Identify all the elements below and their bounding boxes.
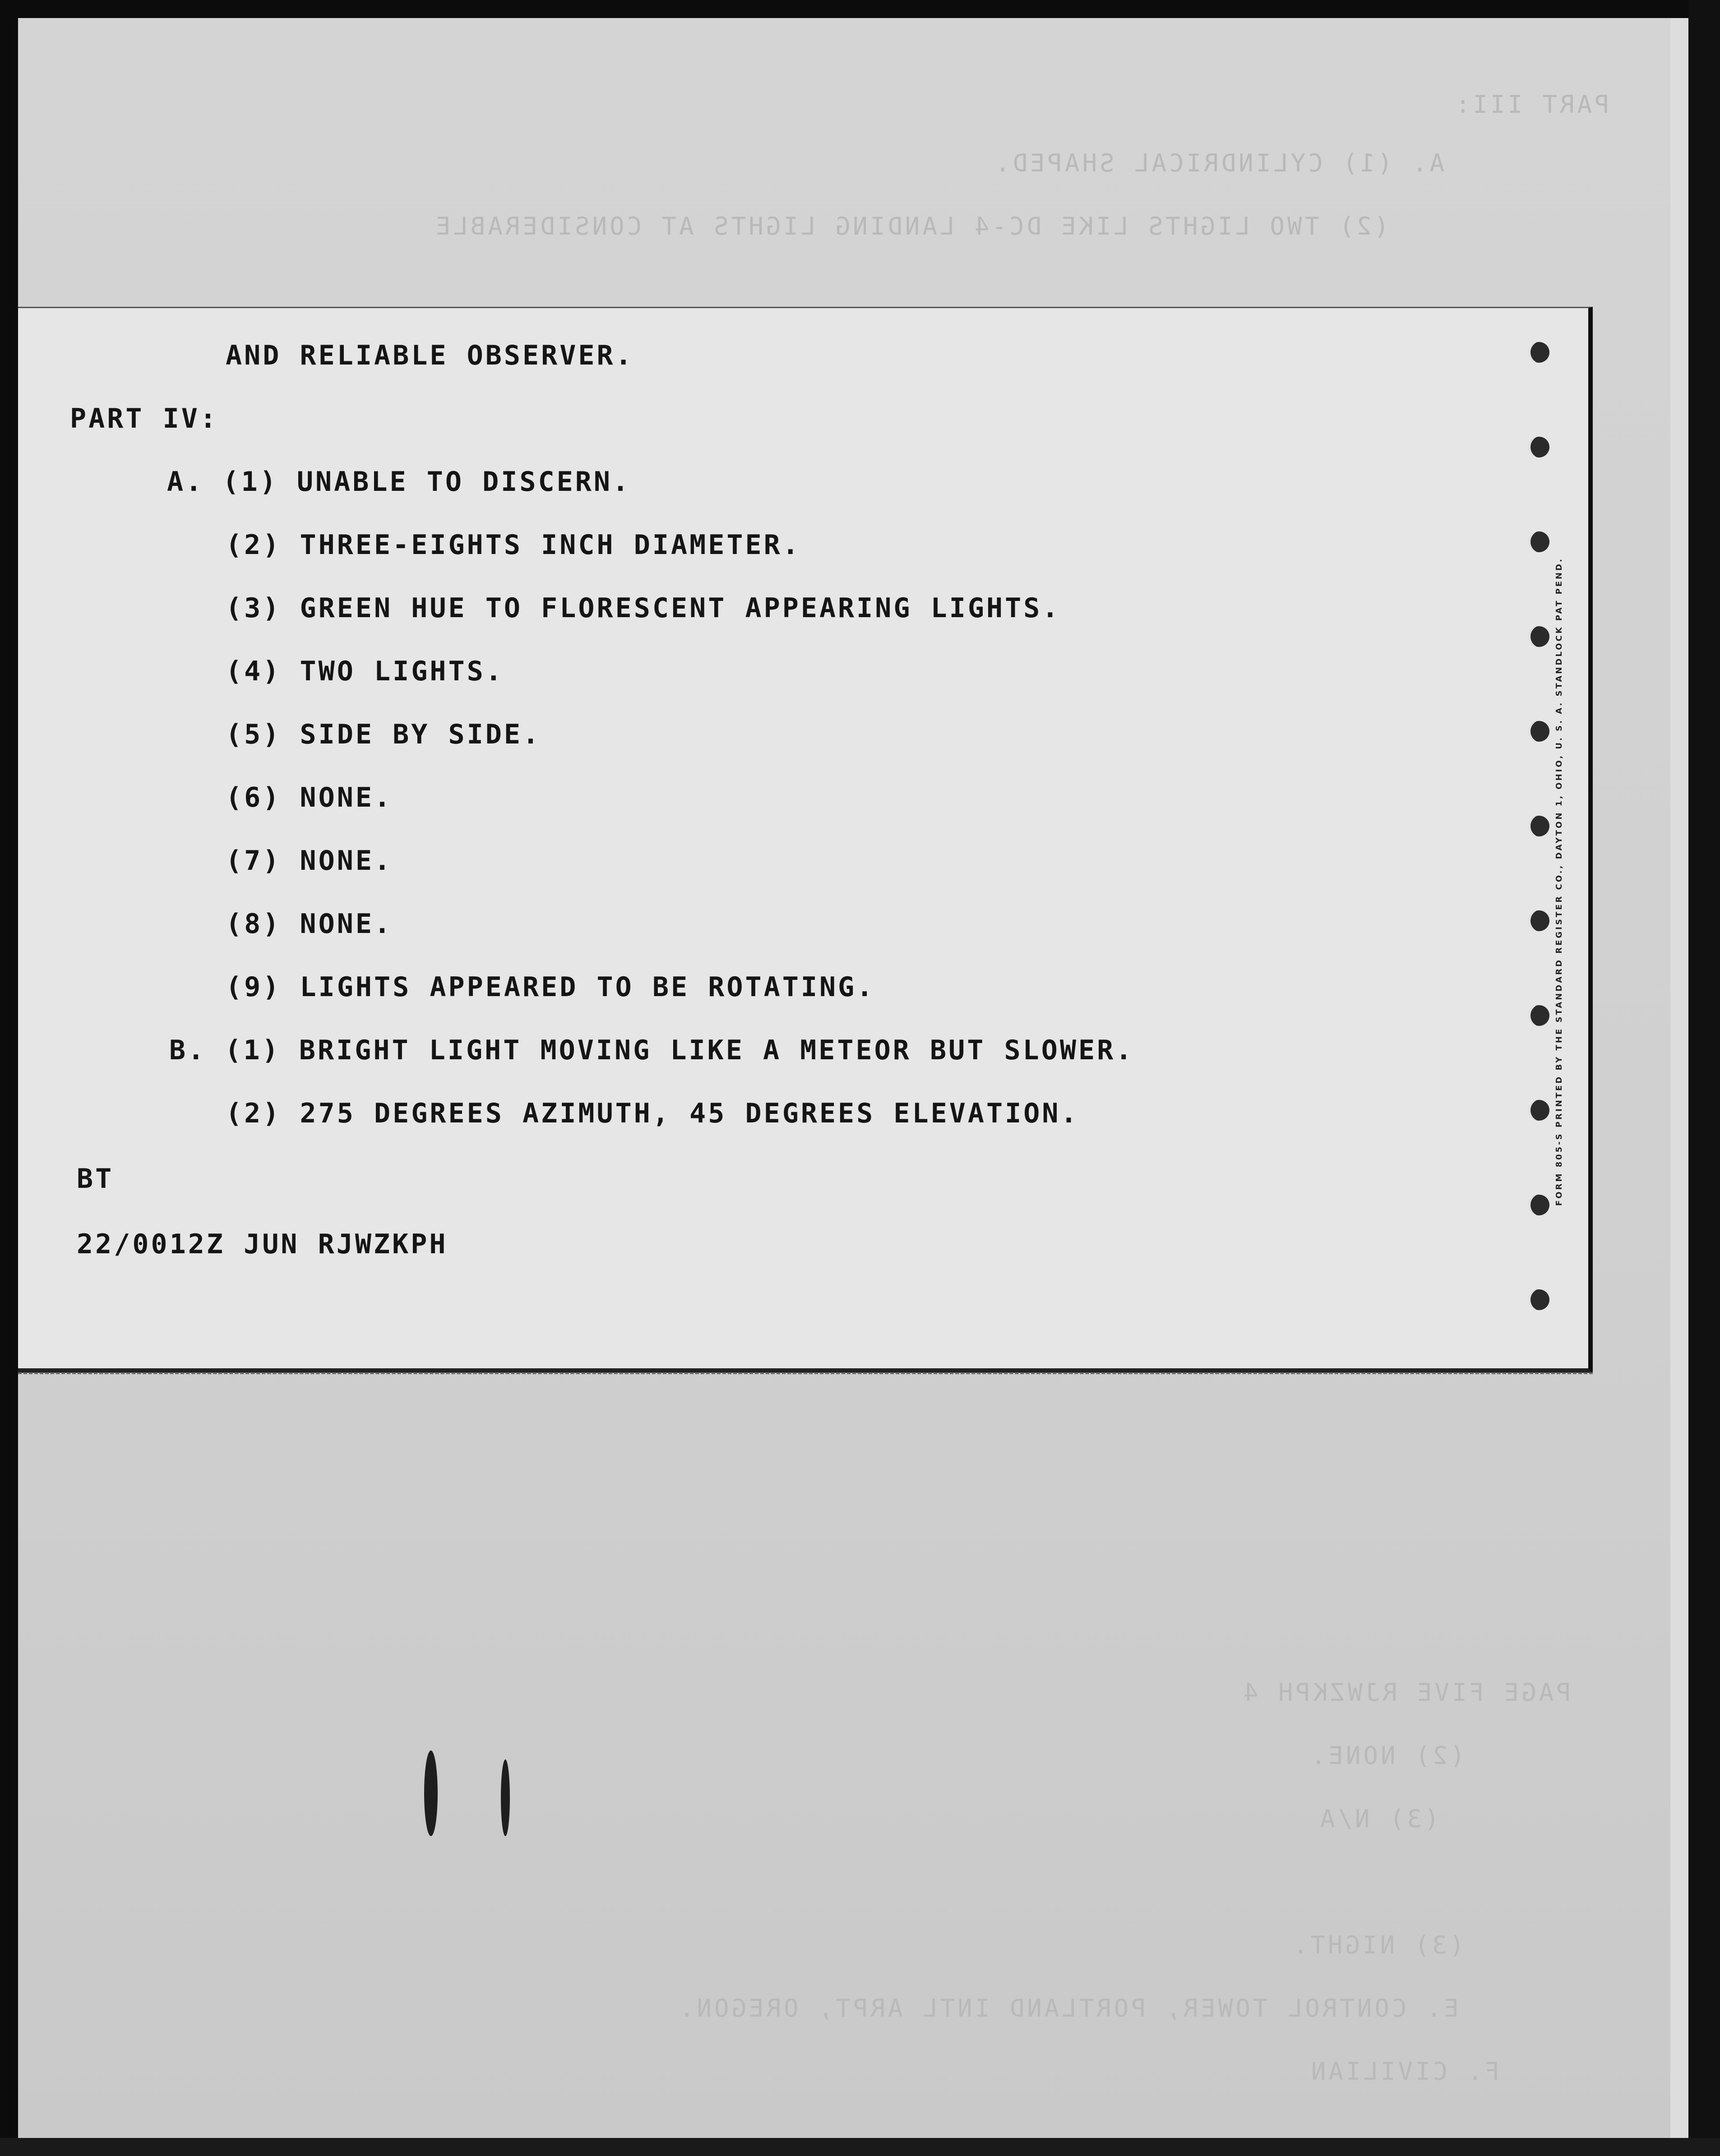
sprocket-hole bbox=[1529, 342, 1549, 363]
bleed-through-line: (3) NIGHT. bbox=[1290, 1931, 1465, 1959]
sprocket-hole bbox=[1529, 1005, 1549, 1026]
text-line: (4) TWO LIGHTS. bbox=[226, 656, 504, 687]
smudge-mark bbox=[424, 1750, 438, 1836]
sprocket-hole bbox=[1529, 721, 1549, 742]
text-line: (7) NONE. bbox=[226, 845, 393, 877]
sprocket-hole bbox=[1529, 437, 1549, 457]
bleed-through-line: (3) N/A bbox=[1318, 1805, 1439, 1833]
text-line: A. (1) UNABLE TO DISCERN. bbox=[167, 466, 631, 498]
bleed-through-line: F. CIVILIAN bbox=[1308, 2057, 1500, 2086]
sprocket-hole bbox=[1529, 816, 1549, 836]
bleed-through-line: E. CONTROL TOWER, PORTLAND INTL ARPT, OREGON. bbox=[677, 1994, 1459, 2022]
scan-border-bottom bbox=[0, 2138, 1720, 2156]
scan-border-right bbox=[1688, 0, 1720, 2156]
text-line: B. (1) BRIGHT LIGHT MOVING LIKE A METEOR BUT SLOWER. bbox=[169, 1034, 1134, 1066]
bleed-through-line: (2) NONE. bbox=[1308, 1741, 1465, 1770]
bleed-through-line: (2) TWO LIGHTS LIKE DC-4 LANDING LIGHTS AT CONSIDERABLE bbox=[433, 212, 1389, 240]
date-time-group: 22/0012Z JUN RJWZKPH bbox=[77, 1228, 448, 1260]
sprocket-hole bbox=[1529, 531, 1549, 552]
sprocket-hole bbox=[1529, 626, 1549, 647]
teletype-form bbox=[18, 307, 1593, 1373]
sprocket-hole bbox=[1529, 1100, 1549, 1121]
break-marker: BT bbox=[77, 1163, 114, 1195]
sprocket-hole bbox=[1529, 1195, 1549, 1215]
text-line: (8) NONE. bbox=[226, 908, 393, 940]
bleed-through-line: PAGE FIVE RJWZKPH 4 bbox=[1241, 1678, 1571, 1707]
text-line: (2) THREE-EIGHTS INCH DIAMETER. bbox=[226, 529, 801, 561]
bleed-through-line: PART III: bbox=[1453, 90, 1609, 119]
text-line: AND RELIABLE OBSERVER. bbox=[226, 340, 634, 371]
form-imprint: FORM 805-S PRINTED BY THE STANDARD REGISTER CO., DAYTON 1, OHIO, U. S. A. STANDLOCK PAT PEND. bbox=[1554, 557, 1564, 1206]
sprocket-hole bbox=[1529, 1289, 1549, 1310]
bleed-through-line: A. (1) CYLINDRICAL SHAPED. bbox=[993, 149, 1445, 177]
text-line: (2) 275 DEGREES AZIMUTH, 45 DEGREES ELEVATION. bbox=[226, 1098, 1079, 1129]
text-line: (9) LIGHTS APPEARED TO BE ROTATING. bbox=[226, 971, 875, 1003]
text-line: (5) SIDE BY SIDE. bbox=[226, 719, 541, 750]
text-line: (3) GREEN HUE TO FLORESCENT APPEARING LIGHTS. bbox=[226, 592, 1061, 624]
form-bottom-edge bbox=[18, 1367, 1593, 1374]
section-heading: PART IV: bbox=[70, 403, 218, 434]
scan-border-left bbox=[0, 0, 18, 2156]
sprocket-hole bbox=[1529, 910, 1549, 931]
text-line: (6) NONE. bbox=[226, 782, 393, 813]
scan-border-top bbox=[0, 0, 1720, 18]
page-edge bbox=[1670, 18, 1688, 2138]
smudge-mark bbox=[501, 1759, 510, 1836]
